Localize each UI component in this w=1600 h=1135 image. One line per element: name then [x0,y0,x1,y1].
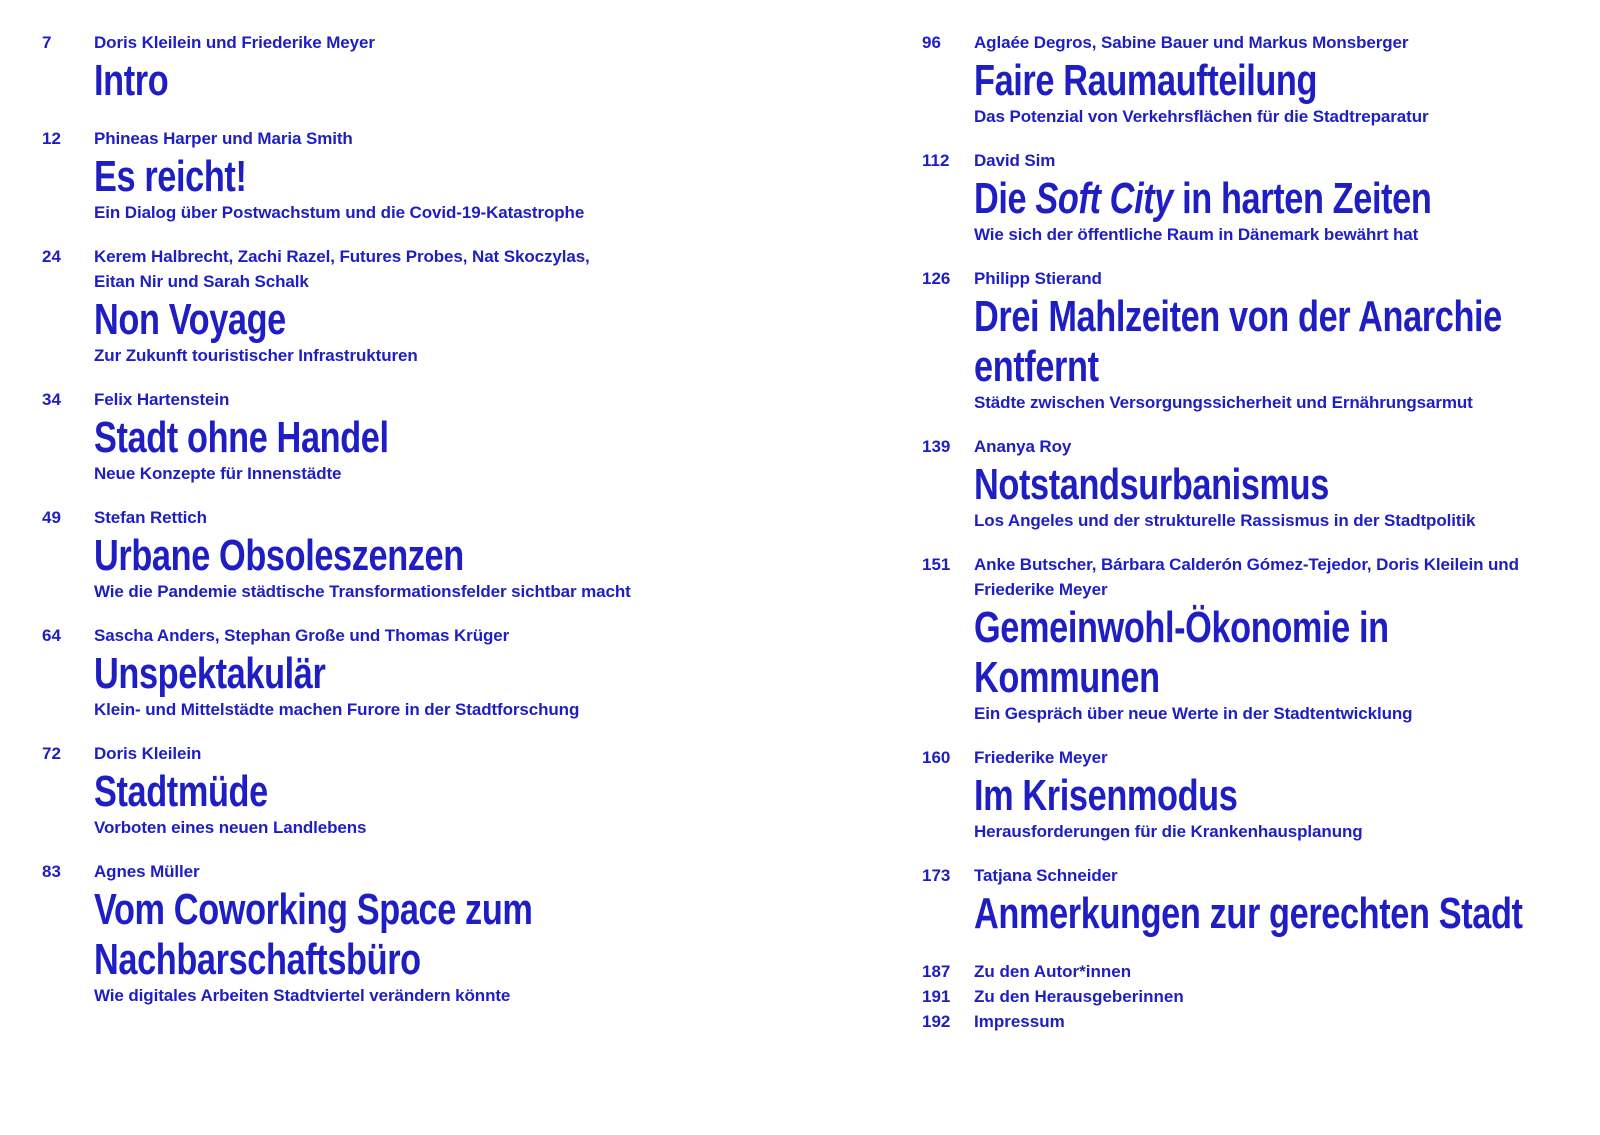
toc-entry[interactable] [920,863,1580,939]
appendix-label: Zu den Herausgeberinnen [974,987,1184,1006]
toc-entry[interactable] [40,387,800,485]
author: Agnes Müller [94,862,200,881]
chapter-subtitle: Wie digitales Arbeiten Stadtviertel verändern könnte [94,986,511,1005]
author: Felix Hartenstein [94,390,230,409]
chapter-title[interactable]: Anmerkungen zur gerechten Stadt [974,889,1523,938]
author: Aglaée Degros, Sabine Bauer und Markus Monsberger [974,33,1409,52]
page-number: 34 [42,390,61,409]
toc-entry[interactable] [920,434,1580,532]
chapter-title[interactable] [974,174,1447,224]
toc-right-column [920,30,1580,1034]
page-number: 49 [42,508,61,527]
chapter-subtitle: Zur Zukunft touristischer Infrastrukturen [94,346,418,365]
toc-left-column [40,30,800,1027]
appendix-item[interactable] [922,1009,1580,1034]
page-number: 173 [922,866,951,885]
author: Ananya Roy [974,437,1072,456]
toc-entry[interactable] [40,859,800,1007]
appendix-list [920,959,1580,1034]
author-continued: Eitan Nir und Sarah Schalk [94,272,309,291]
page-number: 96 [922,33,941,52]
page-number: 191 [922,987,951,1006]
page-number: 151 [922,555,951,574]
page-number: 126 [922,269,951,288]
toc-entry[interactable] [920,266,1580,414]
chapter-title-line-2[interactable]: Kommunen [974,653,1160,702]
chapter-title[interactable]: Gemeinwohl-Ökonomie in [974,603,1389,652]
appendix-item[interactable] [922,959,1580,984]
author: Phineas Harper und Maria Smith [94,129,353,148]
page-number: 139 [922,437,951,456]
chapter-subtitle: Vorboten eines neuen Landlebens [94,818,367,837]
chapter-title[interactable]: Drei Mahlzeiten von der Anarchie [974,292,1502,341]
chapter-title[interactable]: Intro [94,56,169,105]
toc-entry[interactable] [40,30,800,106]
author-continued: Friederike Meyer [974,580,1108,599]
page-number: 24 [42,247,61,266]
toc-entry[interactable] [920,148,1580,246]
chapter-title-line-2[interactable]: Nachbarschaftsbüro [94,935,421,984]
page-number: 12 [42,129,61,148]
appendix-label: Impressum [974,1012,1065,1031]
toc-entry[interactable] [40,741,800,839]
chapter-title[interactable]: Stadt ohne Handel [94,413,389,462]
chapter-subtitle: Ein Gespräch über neue Werte in der Stadtentwicklung [974,704,1413,723]
toc-entry[interactable] [40,505,800,603]
chapter-title[interactable]: Vom Coworking Space zum [94,885,533,934]
author: Tatjana Schneider [974,866,1118,885]
appendix-label: Zu den Autor*innen [974,962,1132,981]
author: Anke Butscher, Bárbara Calderón Gómez-Tejedor, Doris Kleilein und [974,555,1519,574]
page-number: 192 [922,1012,951,1031]
chapter-subtitle: Herausforderungen für die Krankenhausplanung [974,822,1363,841]
chapter-subtitle: Ein Dialog über Postwachstum und die Covid-19-Katastrophe [94,203,585,222]
author: Sascha Anders, Stephan Große und Thomas Krüger [94,626,510,645]
chapter-title[interactable]: Es reicht! [94,152,247,201]
author: Friederike Meyer [974,748,1108,767]
chapter-title[interactable]: Notstandsurbanismus [974,460,1329,509]
toc-entry[interactable] [40,623,800,721]
chapter-title-line-2[interactable]: entfernt [974,342,1099,391]
author: Doris Kleilein und Friederike Meyer [94,33,375,52]
chapter-title[interactable]: Im Krisenmodus [974,771,1238,820]
chapter-title[interactable]: Non Voyage [94,295,286,344]
chapter-title[interactable]: Unspektakulär [94,649,326,698]
page-number: 72 [42,744,61,763]
appendix-item[interactable] [922,984,1580,1009]
toc-entry[interactable] [40,126,800,224]
chapter-title-italic: Soft City [1035,174,1173,223]
toc-entry[interactable] [40,244,800,367]
author: Stefan Rettich [94,508,207,527]
author: Philipp Stierand [974,269,1102,288]
toc-entry[interactable] [920,552,1580,725]
chapter-title[interactable]: Urbane Obsoleszenzen [94,531,464,580]
chapter-title-part: in harten Zeiten [1172,174,1432,223]
chapter-subtitle: Städte zwischen Versorgungssicherheit und Ernährungsarmut [974,393,1473,412]
author: Kerem Halbrecht, Zachi Razel, Futures Probes, Nat Skoczylas, [94,247,590,266]
page-number: 112 [922,151,950,170]
chapter-title-part: Die [974,174,1036,223]
page-number: 7 [42,33,52,52]
author: David Sim [974,151,1056,170]
page-number: 187 [922,962,951,981]
page-number: 83 [42,862,61,881]
chapter-subtitle: Los Angeles und der strukturelle Rassismus in der Stadtpolitik [974,511,1476,530]
page-number: 64 [42,626,61,645]
chapter-title[interactable]: Faire Raumaufteilung [974,56,1318,105]
toc-entry[interactable] [920,745,1580,843]
page-number: 160 [922,748,951,767]
chapter-title[interactable]: Stadtmüde [94,767,268,816]
chapter-subtitle: Wie die Pandemie städtische Transformationsfelder sichtbar macht [94,582,631,601]
chapter-subtitle: Klein- und Mittelstädte machen Furore in der Stadtforschung [94,700,580,719]
author: Doris Kleilein [94,744,202,763]
toc-entry[interactable] [920,30,1580,128]
chapter-subtitle: Wie sich der öffentliche Raum in Dänemark bewährt hat [974,225,1419,244]
chapter-subtitle: Neue Konzepte für Innenstädte [94,464,342,483]
chapter-subtitle: Das Potenzial von Verkehrsflächen für die Stadtreparatur [974,107,1429,126]
